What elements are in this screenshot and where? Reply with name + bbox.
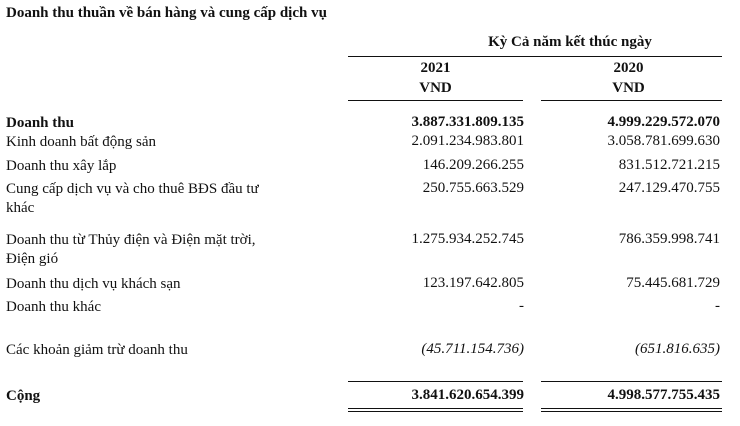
col-2021-unit: VND (419, 80, 452, 96)
row-value-2021: 3.841.620.654.399 (411, 387, 524, 403)
col-2020-year: 2020 (613, 60, 644, 76)
col-2021-year: 2021 (420, 60, 451, 76)
row-label-total: Cộng (6, 388, 41, 404)
total-underline-2021 (348, 408, 523, 409)
row-value-2021: - (519, 298, 524, 314)
total-underline-2020 (541, 408, 722, 409)
page-title: Doanh thu thuần về bán hàng và cung cấp dịch vụ (6, 5, 327, 21)
total-top-rule-2021 (348, 381, 523, 382)
row-label-power-line1: Doanh thu từ Thủy điện và Điện mặt trời, (6, 232, 256, 248)
row-label-hotel: Doanh thu dịch vụ khách sạn (6, 276, 181, 292)
row-value-2021: 2.091.234.983.801 (411, 133, 524, 149)
row-value-2021: 3.887.331.809.135 (411, 114, 524, 130)
row-label-other: Doanh thu khác (6, 299, 101, 315)
row-value-2021: 146.209.266.255 (422, 157, 524, 173)
row-label-power-line2: Điện gió (6, 251, 59, 267)
col-2020-unit: VND (612, 80, 645, 96)
row-value-2020: 4.999.229.572.070 (607, 114, 720, 130)
row-value-2020: 3.058.781.699.630 (607, 133, 720, 149)
row-value-2021: (45.711.154.736) (421, 341, 524, 357)
row-label-services-line2: khác (6, 200, 35, 216)
period-header: Kỳ Cả năm kết thúc ngày (488, 34, 652, 50)
total-double-underline-2020 (541, 411, 722, 412)
row-value-2020: 4.998.577.755.435 (607, 387, 720, 403)
row-value-2020: 786.359.998.741 (618, 231, 720, 247)
row-label-construction: Doanh thu xây lắp (6, 158, 117, 174)
row-label-real-estate: Kinh doanh bất động sản (6, 134, 156, 150)
total-top-rule-2020 (541, 381, 722, 382)
row-value-2020: (651.816.635) (635, 341, 720, 357)
row-value-2020: 831.512.721.215 (618, 157, 720, 173)
row-value-2020: 247.129.470.755 (618, 180, 720, 196)
period-rule (348, 56, 722, 57)
row-value-2020: 75.445.681.729 (626, 275, 720, 291)
total-double-underline-2021 (348, 411, 523, 412)
row-label-services-line1: Cung cấp dịch vụ và cho thuê BĐS đầu tư (6, 181, 259, 197)
row-value-2021: 123.197.642.805 (422, 275, 524, 291)
col-2021-rule (348, 100, 523, 101)
col-2020-rule (541, 100, 722, 101)
row-value-2021: 250.755.663.529 (422, 180, 524, 196)
row-value-2020: - (715, 298, 720, 314)
row-label-deductions: Các khoản giảm trừ doanh thu (6, 342, 188, 358)
row-value-2021: 1.275.934.252.745 (411, 231, 524, 247)
row-label-revenue: Doanh thu (6, 115, 74, 131)
